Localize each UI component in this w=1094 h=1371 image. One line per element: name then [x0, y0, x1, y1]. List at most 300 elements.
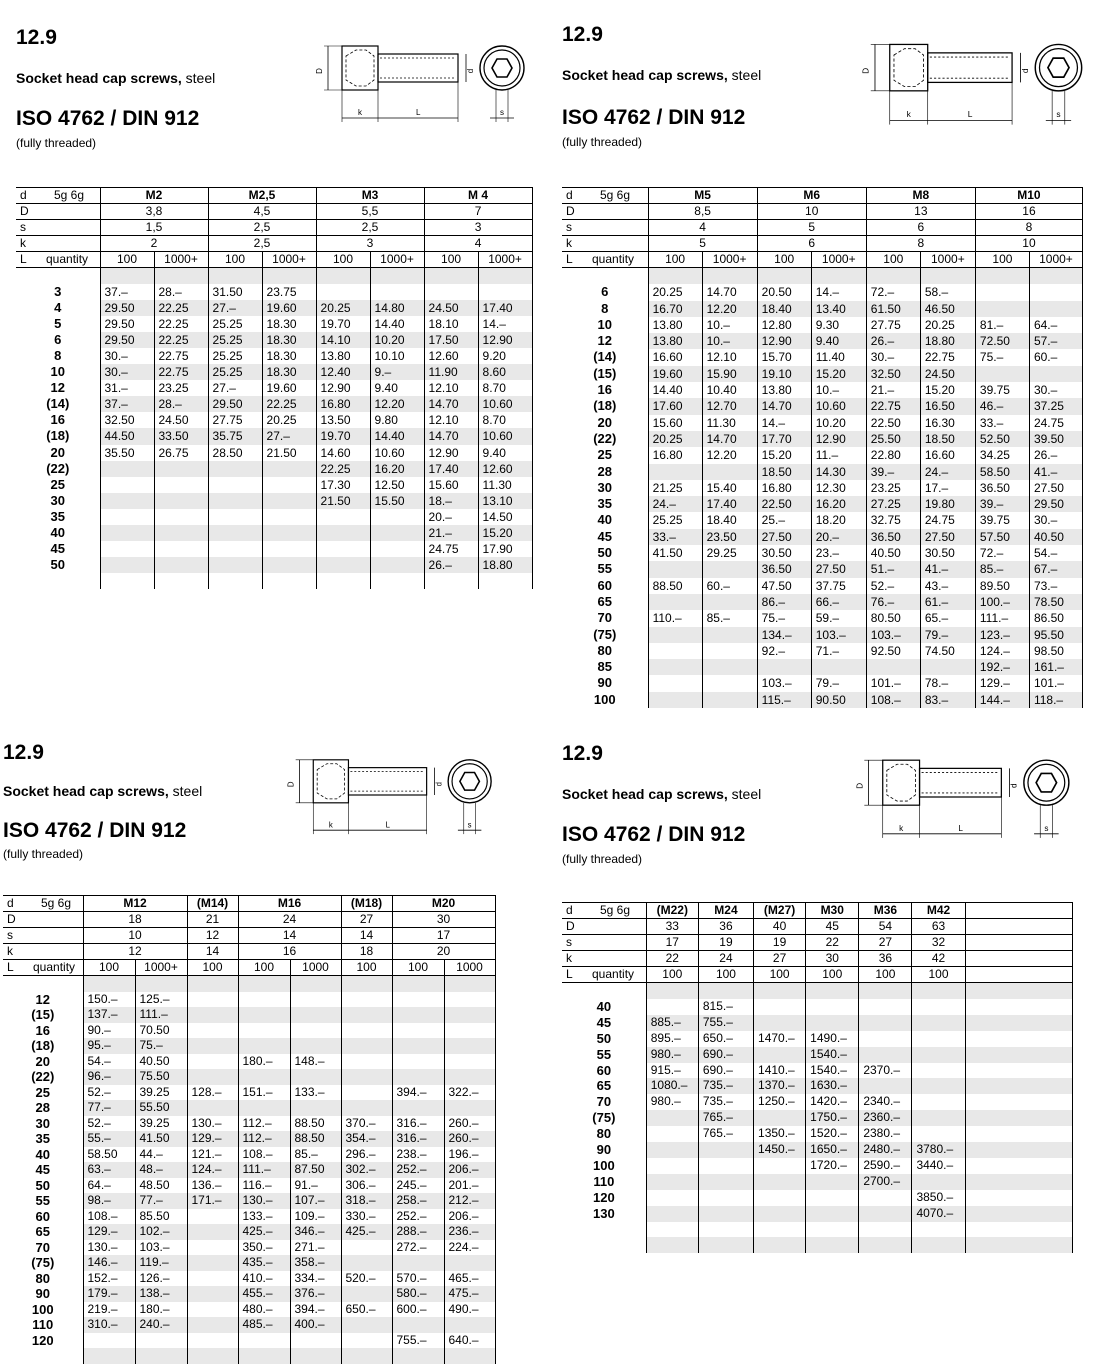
size-header: M30 [806, 903, 859, 919]
price-cell: 85.50 [135, 1209, 187, 1225]
price-cell [975, 366, 1029, 382]
price-cell [238, 976, 290, 992]
table-row [16, 412, 532, 428]
quantity-tier: 1000+ [262, 252, 316, 268]
price-cell: 316.– [392, 1116, 444, 1132]
length-cell: 85 [562, 659, 648, 675]
price-cell [262, 573, 316, 589]
size-header: M42 [912, 903, 965, 919]
price-cell [290, 1023, 341, 1039]
price-cell [806, 1015, 859, 1031]
table-row [3, 1100, 495, 1116]
price-cell: 10.20 [811, 415, 866, 431]
price-cell: 48.50 [135, 1178, 187, 1194]
price-cell: 24.75 [1029, 415, 1082, 431]
row-label [3, 944, 83, 960]
price-cell [859, 1222, 912, 1238]
price-cell [238, 992, 290, 1008]
price-cell [859, 1237, 912, 1253]
price-cell: 735.– [698, 1078, 753, 1094]
drawing-label-D: D [855, 782, 865, 789]
price-cell: 129.– [975, 675, 1029, 691]
size-k-value: 22 [646, 951, 698, 967]
table-row [16, 525, 532, 541]
price-cell [154, 541, 208, 557]
price-cell: 15.20 [920, 382, 975, 398]
drawing-label-s: s [467, 820, 472, 830]
length-cell: (18) [562, 398, 648, 414]
table-row [16, 316, 532, 332]
price-cell: 22.80 [866, 447, 920, 463]
price-cell [187, 1023, 238, 1039]
price-cell: 24.– [648, 496, 702, 512]
price-cell: 14.– [811, 284, 866, 300]
price-cell: 27.– [208, 380, 262, 396]
table-row [16, 300, 532, 316]
price-cell [811, 268, 866, 285]
price-cell: 48.– [135, 1162, 187, 1178]
price-cell: 29.50 [100, 332, 154, 348]
table-row [562, 1015, 1073, 1031]
price-cell [154, 557, 208, 573]
size-k-value: 18 [341, 944, 392, 960]
price-cell: 15.60 [648, 415, 702, 431]
table-row [3, 1085, 495, 1101]
table-row [562, 1158, 1073, 1174]
price-cell [208, 541, 262, 557]
price-cell: 9.40 [811, 333, 866, 349]
price-cell [912, 1031, 965, 1047]
quantity-tier: 100 [859, 967, 912, 983]
price-cell: 19.70 [316, 428, 370, 444]
price-cell: 9.20 [478, 348, 532, 364]
price-cell [154, 493, 208, 509]
size-s-value: 17 [392, 928, 495, 944]
row-label [3, 896, 83, 912]
price-cell: 1540.– [806, 1063, 859, 1079]
table-row [16, 428, 532, 444]
price-cell: 10.60 [478, 396, 532, 412]
price-cell [444, 1038, 495, 1054]
table-row [562, 382, 1083, 398]
table-row [562, 561, 1083, 577]
length-cell: 45 [562, 529, 648, 545]
drawing-label-D: D [286, 781, 296, 788]
table-row [16, 461, 532, 477]
grade-title: 12.9 [562, 742, 603, 765]
price-cell: 18.80 [920, 333, 975, 349]
price-cell [100, 461, 154, 477]
size-s-value: 6 [866, 220, 975, 236]
length-cell: 50 [3, 1178, 83, 1194]
price-cell [866, 659, 920, 675]
table-row [3, 1178, 495, 1194]
price-cell: 11.40 [811, 349, 866, 365]
price-cell: 30.50 [920, 545, 975, 561]
length-cell: 25 [3, 1085, 83, 1101]
price-cell: 252.– [392, 1209, 444, 1225]
quantity-tier: 100 [754, 967, 806, 983]
price-cell: 201.– [444, 1178, 495, 1194]
price-cell: 1080.– [646, 1078, 698, 1094]
length-cell: 16 [16, 412, 100, 428]
price-cell: 33.– [975, 415, 1029, 431]
standard-title: ISO 4762 / DIN 912 [562, 106, 746, 129]
size-k-value: 16 [238, 944, 341, 960]
length-cell: 65 [3, 1224, 83, 1240]
price-cell [698, 1190, 753, 1206]
price-cell: 9.– [370, 364, 424, 380]
price-cell: 17.50 [424, 332, 478, 348]
price-cell: 206.– [444, 1209, 495, 1225]
price-cell: 435.– [238, 1255, 290, 1271]
price-cell: 151.– [238, 1085, 290, 1101]
price-cell [341, 1255, 392, 1271]
price-cell: 1520.– [806, 1126, 859, 1142]
price-cell: 115.– [757, 692, 811, 708]
price-cell [424, 284, 478, 300]
price-cell: 85.– [290, 1147, 341, 1163]
price-cell: 123.– [975, 627, 1029, 643]
price-cell: 30.– [1029, 512, 1082, 528]
price-cell: 12.90 [811, 431, 866, 447]
price-cell [646, 1237, 698, 1253]
price-cell: 475.– [444, 1286, 495, 1302]
price-cell [646, 1158, 698, 1174]
price-cell: 14.40 [370, 428, 424, 444]
drawing-label-L: L [416, 108, 421, 117]
price-cell: 121.– [187, 1147, 238, 1163]
price-cell: 130.– [238, 1193, 290, 1209]
price-cell [392, 1255, 444, 1271]
price-cell: 44.– [135, 1147, 187, 1163]
price-cell: 980.– [646, 1094, 698, 1110]
price-cell: 18.50 [757, 464, 811, 480]
price-cell: 118.– [1029, 692, 1082, 708]
price-cell: 24.75 [920, 512, 975, 528]
table-row [3, 976, 495, 992]
price-cell [187, 1224, 238, 1240]
price-cell [316, 541, 370, 557]
price-cell [370, 509, 424, 525]
price-cell [187, 1317, 238, 1333]
price-cell: 2370.– [859, 1063, 912, 1079]
length-cell: 80 [562, 1126, 646, 1142]
price-cell: 20.25 [316, 300, 370, 316]
quantity-tier: 1000+ [370, 252, 424, 268]
price-cell [187, 1100, 238, 1116]
price-cell: 28.– [154, 284, 208, 300]
price-cell [100, 557, 154, 573]
row-label [16, 188, 100, 204]
price-cell [187, 1209, 238, 1225]
price-cell [444, 1007, 495, 1023]
price-cell [444, 1023, 495, 1039]
quantity-tier: 100 [648, 252, 702, 268]
table-row [562, 1110, 1073, 1126]
price-cell: 410.– [238, 1271, 290, 1287]
price-cell [290, 1100, 341, 1116]
size-s-value: 14 [341, 928, 392, 944]
price-cell: 29.50 [100, 300, 154, 316]
price-cell: 18.40 [702, 512, 757, 528]
price-cell: 22.25 [154, 300, 208, 316]
row-label-text: L [566, 967, 573, 981]
product-subtitle [16, 70, 215, 86]
price-cell [370, 573, 424, 589]
size-D-value: 5,5 [316, 204, 424, 220]
price-cell [646, 983, 698, 999]
size-D-value: 40 [754, 919, 806, 935]
price-cell: 272.– [392, 1240, 444, 1256]
product-subtitle [562, 786, 761, 802]
quantity-tier: 100 [866, 252, 920, 268]
table-row [562, 431, 1083, 447]
price-cell [698, 1237, 753, 1253]
price-cell [965, 1190, 1072, 1206]
price-cell: 36.50 [757, 561, 811, 577]
length-cell: (22) [16, 461, 100, 477]
header-row-k [3, 944, 495, 960]
price-cell: 30.– [866, 349, 920, 365]
price-cell: 100.– [975, 594, 1029, 610]
size-header: M6 [757, 188, 866, 204]
header-row-s [562, 935, 1073, 951]
price-cell [1029, 366, 1082, 382]
price-cell [154, 573, 208, 589]
price-cell: 60.– [1029, 349, 1082, 365]
price-cell [965, 1126, 1072, 1142]
price-cell: 19.60 [262, 380, 316, 396]
price-cell: 27.– [262, 428, 316, 444]
price-cell: 23.75 [262, 284, 316, 300]
quantity-tier: 1000+ [811, 252, 866, 268]
price-cell: 144.– [975, 692, 1029, 708]
row-label [562, 252, 648, 268]
price-cell [444, 992, 495, 1008]
price-cell: 14.70 [702, 431, 757, 447]
price-cell [135, 1333, 187, 1349]
price-cell [478, 284, 532, 300]
drawing-label-s: s [1056, 109, 1061, 120]
header-row-quantity [562, 967, 1073, 983]
row-label-text: D [20, 204, 29, 218]
price-cell [341, 1038, 392, 1054]
price-cell: 16.80 [316, 396, 370, 412]
row-label [562, 903, 646, 919]
length-cell [16, 268, 100, 285]
subtitle-bold: Socket head cap screws, [562, 786, 728, 802]
price-cell: 1540.– [806, 1047, 859, 1063]
price-cell: 29.50 [100, 316, 154, 332]
price-cell: 35.75 [208, 428, 262, 444]
price-cell: 765.– [698, 1110, 753, 1126]
price-cell: 98.– [83, 1193, 135, 1209]
price-cell: 12.60 [424, 348, 478, 364]
quantity-label: quantity [33, 960, 76, 974]
length-cell: 100 [562, 692, 648, 708]
price-cell: 29.50 [208, 396, 262, 412]
price-cell: 25.25 [208, 364, 262, 380]
header-row-s [3, 928, 495, 944]
size-D-value: 30 [392, 912, 495, 928]
price-cell [702, 268, 757, 285]
price-cell [754, 1222, 806, 1238]
drawing-label-k: k [328, 820, 333, 830]
thread-note: (fully threaded) [562, 135, 643, 149]
price-cell: 13.50 [316, 412, 370, 428]
price-cell: 124.– [975, 643, 1029, 659]
price-cell [754, 1174, 806, 1190]
price-cell: 915.– [646, 1063, 698, 1079]
price-cell: 24.50 [920, 366, 975, 382]
price-cell [811, 659, 866, 675]
price-cell: 12.90 [478, 332, 532, 348]
price-cell: 10.– [702, 317, 757, 333]
price-cell [208, 493, 262, 509]
table-row [16, 557, 532, 573]
price-cell [100, 541, 154, 557]
price-cell [754, 1206, 806, 1222]
size-header: (M27) [754, 903, 806, 919]
price-cell [806, 983, 859, 999]
size-D-value: 45 [806, 919, 859, 935]
length-cell: 55 [562, 561, 648, 577]
length-cell: 30 [16, 493, 100, 509]
size-D-value: 7 [424, 204, 532, 220]
price-cell: 17.40 [424, 461, 478, 477]
price-cell [392, 1038, 444, 1054]
price-cell: 103.– [811, 627, 866, 643]
size-s-value: 4 [648, 220, 757, 236]
price-cell: 27.50 [757, 529, 811, 545]
price-cell: 41.– [1029, 464, 1082, 480]
price-cell: 30.50 [757, 545, 811, 561]
table-row [562, 983, 1073, 999]
price-cell [444, 1348, 495, 1364]
price-cell: 27.50 [811, 561, 866, 577]
price-cell: 29.50 [1029, 496, 1082, 512]
length-cell: 30 [3, 1116, 83, 1132]
price-cell [646, 999, 698, 1015]
row-label-text: k [7, 944, 13, 958]
screw-drawing [310, 38, 530, 126]
price-cell: 13.80 [648, 333, 702, 349]
price-cell: 755.– [698, 1015, 753, 1031]
price-cell: 14.– [757, 415, 811, 431]
length-cell: 12 [16, 380, 100, 396]
price-cell [316, 268, 370, 285]
price-cell [316, 573, 370, 589]
table-row [562, 1222, 1073, 1238]
table-row [562, 333, 1083, 349]
price-cell: 116.– [238, 1178, 290, 1194]
header-row-d [16, 188, 532, 204]
price-cell: 815.– [698, 999, 753, 1015]
row-label-text: D [566, 919, 575, 933]
row-label [562, 967, 646, 983]
price-cell [370, 268, 424, 285]
price-cell [754, 1237, 806, 1253]
price-cell: 22.75 [920, 349, 975, 365]
quantity-tier: 1000+ [1029, 252, 1082, 268]
price-cell: 33.– [648, 529, 702, 545]
price-cell: 92.50 [866, 643, 920, 659]
price-cell: 18.40 [757, 301, 811, 317]
price-cell [154, 477, 208, 493]
row-label-text: d [566, 188, 573, 202]
table-row [16, 348, 532, 364]
price-cell: 137.– [83, 1007, 135, 1023]
table-row [16, 284, 532, 300]
screw-head-outline [313, 760, 348, 803]
price-cell: 46.50 [920, 301, 975, 317]
price-table [562, 187, 1083, 708]
price-cell: 15.60 [424, 477, 478, 493]
length-cell [3, 1348, 83, 1364]
price-cell: 58.50 [83, 1147, 135, 1163]
price-cell [316, 525, 370, 541]
price-cell [912, 1047, 965, 1063]
price-cell: 600.– [392, 1302, 444, 1318]
subtitle-material: steel [168, 783, 203, 799]
size-s-value: 10 [83, 928, 187, 944]
price-cell [702, 643, 757, 659]
price-cell: 37.75 [811, 578, 866, 594]
length-cell: 45 [3, 1162, 83, 1178]
length-cell: 55 [3, 1193, 83, 1209]
price-cell [316, 509, 370, 525]
price-cell: 88.50 [290, 1116, 341, 1132]
length-cell: 90 [562, 1142, 646, 1158]
price-cell: 394.– [290, 1302, 341, 1318]
length-cell: 65 [562, 594, 648, 610]
price-cell [262, 461, 316, 477]
length-cell: (22) [562, 431, 648, 447]
price-cell: 61.– [920, 594, 975, 610]
price-cell: 32.50 [100, 412, 154, 428]
length-cell [3, 976, 83, 992]
price-cell: 39.25 [135, 1085, 187, 1101]
price-cell: 400.– [290, 1317, 341, 1333]
price-cell: 134.– [757, 627, 811, 643]
price-cell: 240.– [135, 1317, 187, 1333]
row-label-text: k [20, 236, 26, 250]
price-cell: 22.50 [757, 496, 811, 512]
price-cell [965, 999, 1072, 1015]
price-cell: 58.– [920, 284, 975, 300]
price-cell: 20.25 [920, 317, 975, 333]
price-cell [238, 1333, 290, 1349]
price-cell: 55.50 [135, 1100, 187, 1116]
price-cell [290, 1348, 341, 1364]
length-cell: 50 [16, 557, 100, 573]
size-D-value: 27 [341, 912, 392, 928]
price-cell: 72.– [975, 545, 1029, 561]
thread-note: (fully threaded) [16, 136, 97, 150]
row-label-text: L [20, 252, 27, 266]
price-cell [154, 525, 208, 541]
price-cell: 12.10 [702, 349, 757, 365]
size-k-value: 20 [392, 944, 495, 960]
price-cell: 224.– [444, 1240, 495, 1256]
price-cell: 179.– [83, 1286, 135, 1302]
row-label [562, 236, 648, 252]
price-cell: 74.50 [920, 643, 975, 659]
price-cell: 9.40 [370, 380, 424, 396]
price-cell: 20.25 [648, 431, 702, 447]
quantity-tier: 100 [100, 252, 154, 268]
